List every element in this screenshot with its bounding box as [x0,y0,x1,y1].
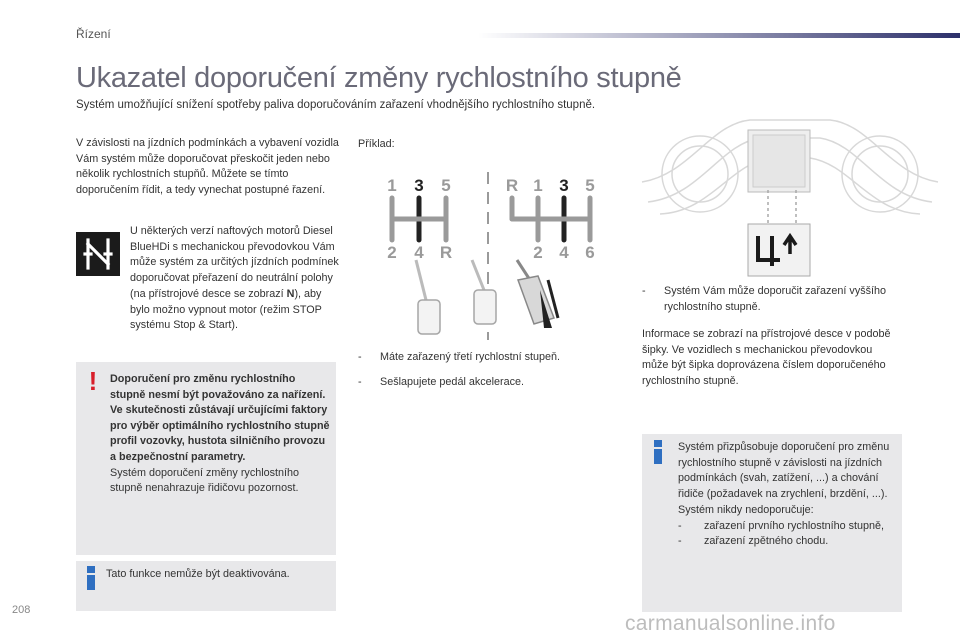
gear-left-r: R [439,243,453,262]
info-adaptive-intro: Systém přizpůsobuje doporučení pro změnu rychlostního stupně v závislosti na jízdních podmínkách (svah, zatížení, ...) a chování řidiče (požadavek na zrychlení, brzdění, ...). Systém nikdy nedoporučuje: [678,441,890,516]
gear-left-2: 2 [387,243,397,262]
pedals-illustration [416,260,554,334]
clutch-pedal [418,300,440,334]
info-deactivation-text: Tato funkce nemůže být deaktivována. [106,568,290,580]
diesel-note [130,224,340,334]
list-item [358,350,638,366]
paragraph-skip-gears: V závislosti na jízdních podmínkách a vybavení vozidla Vám systém může doporučovat přeskočit jeden nebo několik rychlostních stupňů. Můžete se tímto doporučením řídit, a tedy vynechat postupné řazení. [76,137,339,196]
watermark: carmanualsonline.info [625,612,836,635]
gear-left-3: 3 [414,176,424,195]
warning-plain: Systém doporučení změny rychlostního stupně nenahrazuje řidičovu pozornost. [110,466,300,495]
gear-right-6: 6 [585,243,595,262]
gearbox-illustration [372,168,612,348]
note-text-part1: U některých verzí naftových motorů Diesel BlueHDi s mechanickou převodovkou Vám může systém za určitých jízdních podmínek doporučovat přeřazení do neutrální polohy (na přístrojové desce se zobrazí [130,225,339,300]
gear-left-4: 4 [414,243,424,262]
bullet-dash: - [678,535,682,548]
bullet-text: zařazení zpětného chodu. [704,535,829,548]
neutral-gear-icon [76,232,120,276]
page-number: 208 [12,604,31,616]
gear-right-4: 4 [559,243,569,262]
warning-bold-2: Ve skutečnosti zůstávají určujícími faktory pro výběr optimálního rychlostního stupně profil vozovky, hustota silničního provozu a bezpečnostní parametry. [110,404,330,463]
info-icon [653,440,663,464]
gear-right-2: 2 [533,243,543,262]
list-item [642,284,902,315]
dashboard-illustration [640,104,940,280]
gear-right-5: 5 [585,176,595,195]
list-item [678,519,898,535]
gear-right-1: 1 [533,176,543,195]
warning-text [110,372,330,497]
section-title: Řízení [76,27,111,41]
bullet-dash: - [678,519,682,532]
right-bullet [642,284,902,324]
bullet-text: Sešlapujete pedál akcelerace. [380,375,525,388]
gear-left-1: 1 [387,176,397,195]
warning-icon: ! [88,366,98,396]
header-bar [478,33,960,38]
list-item [358,375,638,391]
info-adaptive-text [678,440,898,550]
gear-right-r: R [505,176,519,195]
note-text-part2: ), aby bylo možno vypnout motor (režim STOP systému Stop & Start). [130,287,322,332]
note-neutral-letter: N [286,287,295,300]
display-info-paragraph: Informace se zobrazí na přístrojové desce v podobě šipky. Ve vozidlech s mechanickou převodovkou může být šipka doprovázena číslem doporučeného rychlostního stupně. [642,328,891,387]
brake-pedal [474,290,496,324]
intro-text: Systém umožňující snížení spotřeby paliva doporučováním zařazení vhodnějšího rychlostního stupně. [76,99,596,111]
bullet-text: Máte zařazený třetí rychlostní stupeň. [380,351,561,363]
warning-bold-1: Doporučení pro změnu rychlostního stupně nesmí být považováno za nařízení. [110,373,326,401]
bullet-text: Systém Vám může doporučit zařazení vyššího rychlostního stupně. [664,285,887,313]
gear-right-3: 3 [559,176,569,195]
bullet-dash: - [358,351,362,363]
bullet-dash: - [358,375,362,388]
info-icon [86,566,96,590]
bullet-text: zařazení prvního rychlostního stupně, [704,519,885,532]
page-title: Ukazatel doporučení změny rychlostního stupně [76,62,682,94]
bullet-dash: - [642,285,646,297]
example-bullets [358,350,638,399]
list-item [678,534,898,550]
gear-left-5: 5 [441,176,451,195]
example-label: Příklad: [358,138,395,150]
